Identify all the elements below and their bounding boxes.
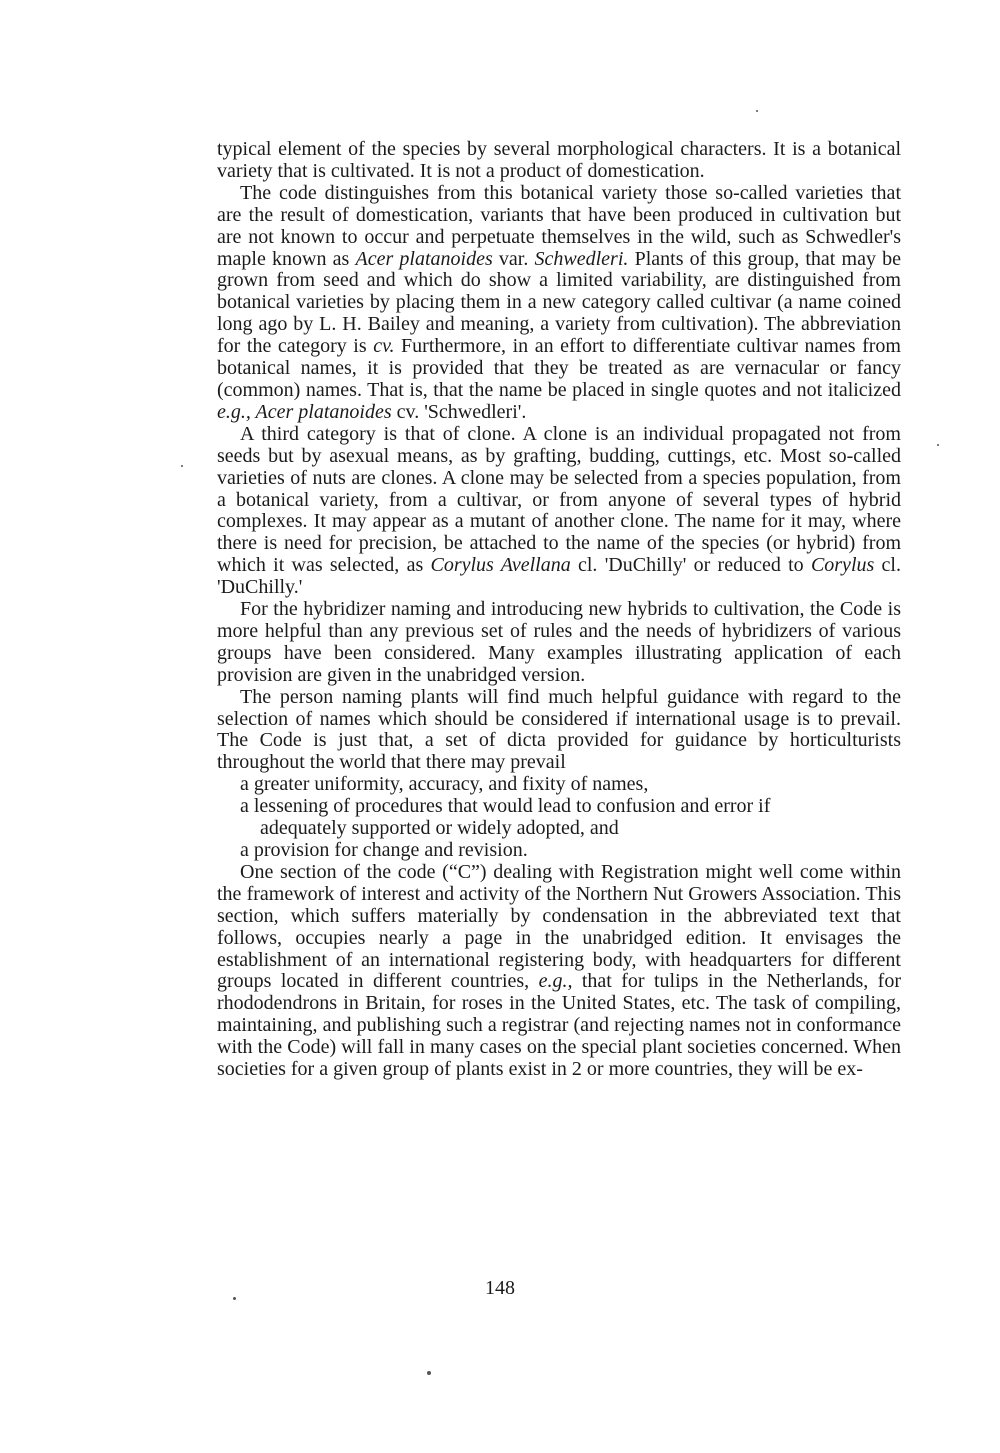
registration-paragraph	[217, 862, 901, 1081]
paragraph	[217, 424, 901, 599]
text-run: that for tulips in the Netherlands, for rhododendrons in Britain, for roses in the United States, etc. The task of compiling, maintaining, and publishing such a registrar (and rejecting names not in conformance with the Code) will fall in many cases on the special plant societies concerned. When societies for a given group of plants exist in 2 or more countries, they will be ex-	[217, 970, 901, 1081]
list-item-text: a provision for change and revision.	[240, 839, 528, 861]
page-body	[217, 139, 901, 1081]
italic-run: Corylus Avellana	[430, 554, 571, 577]
text-run: var.	[492, 247, 535, 270]
scan-speck	[937, 444, 939, 446]
italic-run: Schwedleri.	[534, 247, 629, 270]
page-number: 148	[485, 1277, 515, 1299]
text-run: cl. 'DuChilly.'	[217, 554, 901, 599]
scan-speck	[181, 465, 183, 467]
provision-list	[217, 774, 901, 862]
paragraph	[217, 687, 901, 775]
list-item	[240, 840, 901, 862]
text-run: The code distinguishes from this botanical variety those so-called varieties that are the result of domestication, variants that have been produced in cultivation but are not known to occur and perpetuate themselves in the wild, such as Schwedler's maple known as	[217, 181, 901, 270]
text-run: Furthermore, in an effort to differentiate cultivar names from botanical names, it is provided that they be treated as are vernacular or fancy (common) names. That is, that the name be placed in single quotes and not italicized	[217, 335, 901, 401]
text-run: Plants of this group, that may be grown from seed and which do show a limited variability, are distinguished from botanical varieties by placing them in a new category called cultivar (a name coined long ago by L. H. Bailey and meaning, a variety from cultivation). The abbreviation for the category is	[217, 247, 901, 358]
paragraph	[217, 183, 901, 424]
italic-run: e.g., Acer platanoides	[217, 400, 392, 423]
list-item-continuation: adequately supported or widely adopted, and	[260, 817, 619, 840]
text-run: cv. 'Schwedleri'.	[391, 400, 527, 423]
paragraph	[217, 599, 901, 687]
text-run: cl. 'DuChilly' or reduced to	[570, 554, 811, 577]
text-run: A third category is that of clone. A clone is an individual propagated not from seeds but by asexual means, as by grafting, budding, cuttings, etc. Most so-called varieties of nuts are clones. A clone may be selected from a species population, from a botanical variety, from a cultivar, or from anyone of several types of hybrid complexes. It may appear as a mutant of another clone. The name for it may, where there is need for precision, be attached to the name of the species (or hybrid) from which it was selected, as	[217, 422, 901, 577]
text-run: For the hybridizer naming and introducing new hybrids to cultivation, the Code is more helpful than any previous set of rules and the needs of hybridizers of various groups have been considered. Many examples illustrating application of each provision are given in the unabridged version.	[217, 598, 901, 686]
scan-speck	[233, 1297, 236, 1300]
list-item-text: a greater uniformity, accuracy, and fixity of names,	[240, 773, 649, 796]
italic-run: cv.	[373, 335, 395, 358]
italic-run: e.g.,	[538, 970, 573, 993]
text-run: One section of the code (“C”) dealing with Registration might well come within the framework of interest and activity of the Northern Nut Growers Association. This section, which suffers materially by condensation in the abbreviated text that follows, occupies nearly a page in the unabridged edition. It envisages the establishment of an international registering body, with headquarters for different groups located in different countries,	[217, 860, 901, 993]
paragraph	[217, 139, 901, 183]
list-item	[240, 796, 901, 840]
text-run: The person naming plants will find much helpful guidance with regard to the selection of names which should be considered if international usage is to prevail. The Code is just that, a set of dicta provided for guidance by horticulturists throughout the world that there may prevail	[217, 685, 901, 774]
text-run: typical element of the species by several morphological characters. It is a botanical variety that is cultivated. It is not a product of domestication.	[217, 138, 901, 182]
italic-run: Corylus	[810, 554, 875, 577]
list-item	[240, 774, 901, 796]
body-paragraphs	[217, 139, 901, 774]
italic-run: Acer platanoides	[355, 247, 493, 270]
scan-speck	[427, 1371, 431, 1375]
scan-speck	[756, 110, 758, 112]
list-item-text: a lessening of procedures that would lead to confusion and error if	[240, 795, 771, 818]
